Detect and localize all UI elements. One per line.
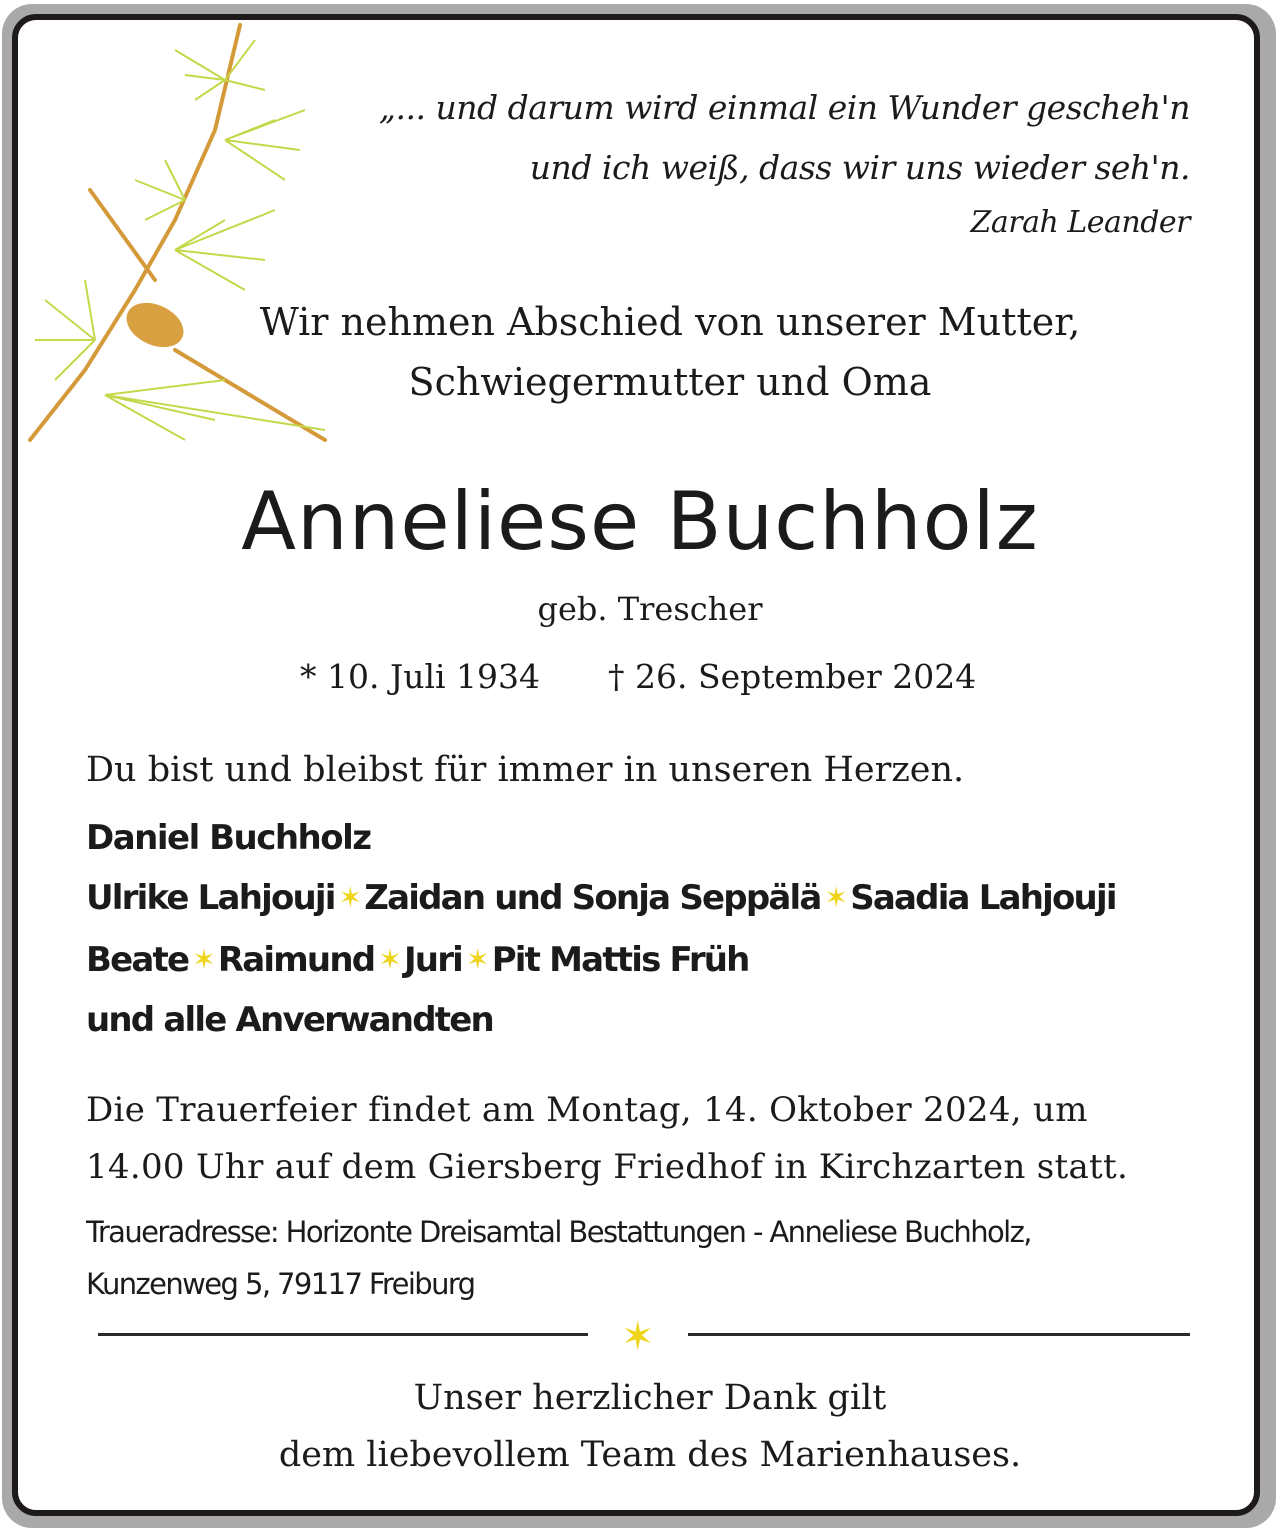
quote-line-1: „... und darum wird einmal ein Wunder gescheh'n <box>378 88 1190 127</box>
intro-line-2: Schwiegermutter und Oma <box>408 360 932 404</box>
quote-line-2: und ich weiß, dass wir uns wieder seh'n. <box>529 148 1190 187</box>
ceremony-line-1: Die Trauerfeier findet am Montag, 14. Oktober 2024, um <box>86 1090 1088 1130</box>
divider-right <box>688 1333 1190 1336</box>
ceremony-line-2: 14.00 Uhr auf dem Giersberg Friedhof in Kirchzarten statt. <box>86 1147 1129 1187</box>
star-icon: ✶ <box>824 881 847 914</box>
thanks-line-2: dem liebevollem Team des Marienhauses. <box>278 1435 1022 1475</box>
star-icon: ✶ <box>621 1315 655 1359</box>
mourner-name: Saadia Lahjouji <box>850 878 1116 918</box>
mourner-name: und alle Anverwandten <box>86 1000 493 1040</box>
deceased-name: Anneliese Buchholz <box>241 475 1039 568</box>
mourner-name: Daniel Buchholz <box>86 818 371 858</box>
address-line-1: Traueradresse: Horizonte Dreisamtal Bestattungen - Anneliese Buchholz, <box>86 1215 1031 1249</box>
divider-left <box>98 1333 588 1336</box>
star-icon: ✶ <box>338 881 361 914</box>
mourner-name: Zaidan und Sonja Seppälä <box>364 878 821 918</box>
mourner-name: Pit Mattis Früh <box>491 940 749 980</box>
intro-line-1: Wir nehmen Abschied von unserer Mutter, <box>259 300 1081 344</box>
thanks-line-1: Unser herzlicher Dank gilt <box>413 1378 887 1418</box>
quote-author: Zarah Leander <box>970 205 1190 240</box>
star-icon: ✶ <box>192 943 214 976</box>
mourner-name: Beate <box>86 940 189 980</box>
address-line-2: Kunzenweg 5, 79117 Freiburg <box>86 1267 475 1301</box>
mourner-name: Juri <box>403 940 463 980</box>
mourner-name: Raimund <box>217 940 375 980</box>
farewell-text: Du bist und bleibst für immer in unseren Herzen. <box>86 750 965 790</box>
mourner-row-2 <box>86 878 1116 918</box>
mourner-row-3 <box>86 940 749 980</box>
star-icon: ✶ <box>466 943 488 976</box>
birth-date: * 10. Juli 1934 <box>300 657 541 696</box>
mourner-row-1 <box>86 818 371 858</box>
mourner-name: Ulrike Lahjouji <box>86 878 335 918</box>
star-icon: ✶ <box>378 943 400 976</box>
birth-name: geb. Trescher <box>537 590 763 628</box>
death-date: † 26. September 2024 <box>608 657 977 696</box>
mourner-row-4 <box>86 1000 493 1040</box>
